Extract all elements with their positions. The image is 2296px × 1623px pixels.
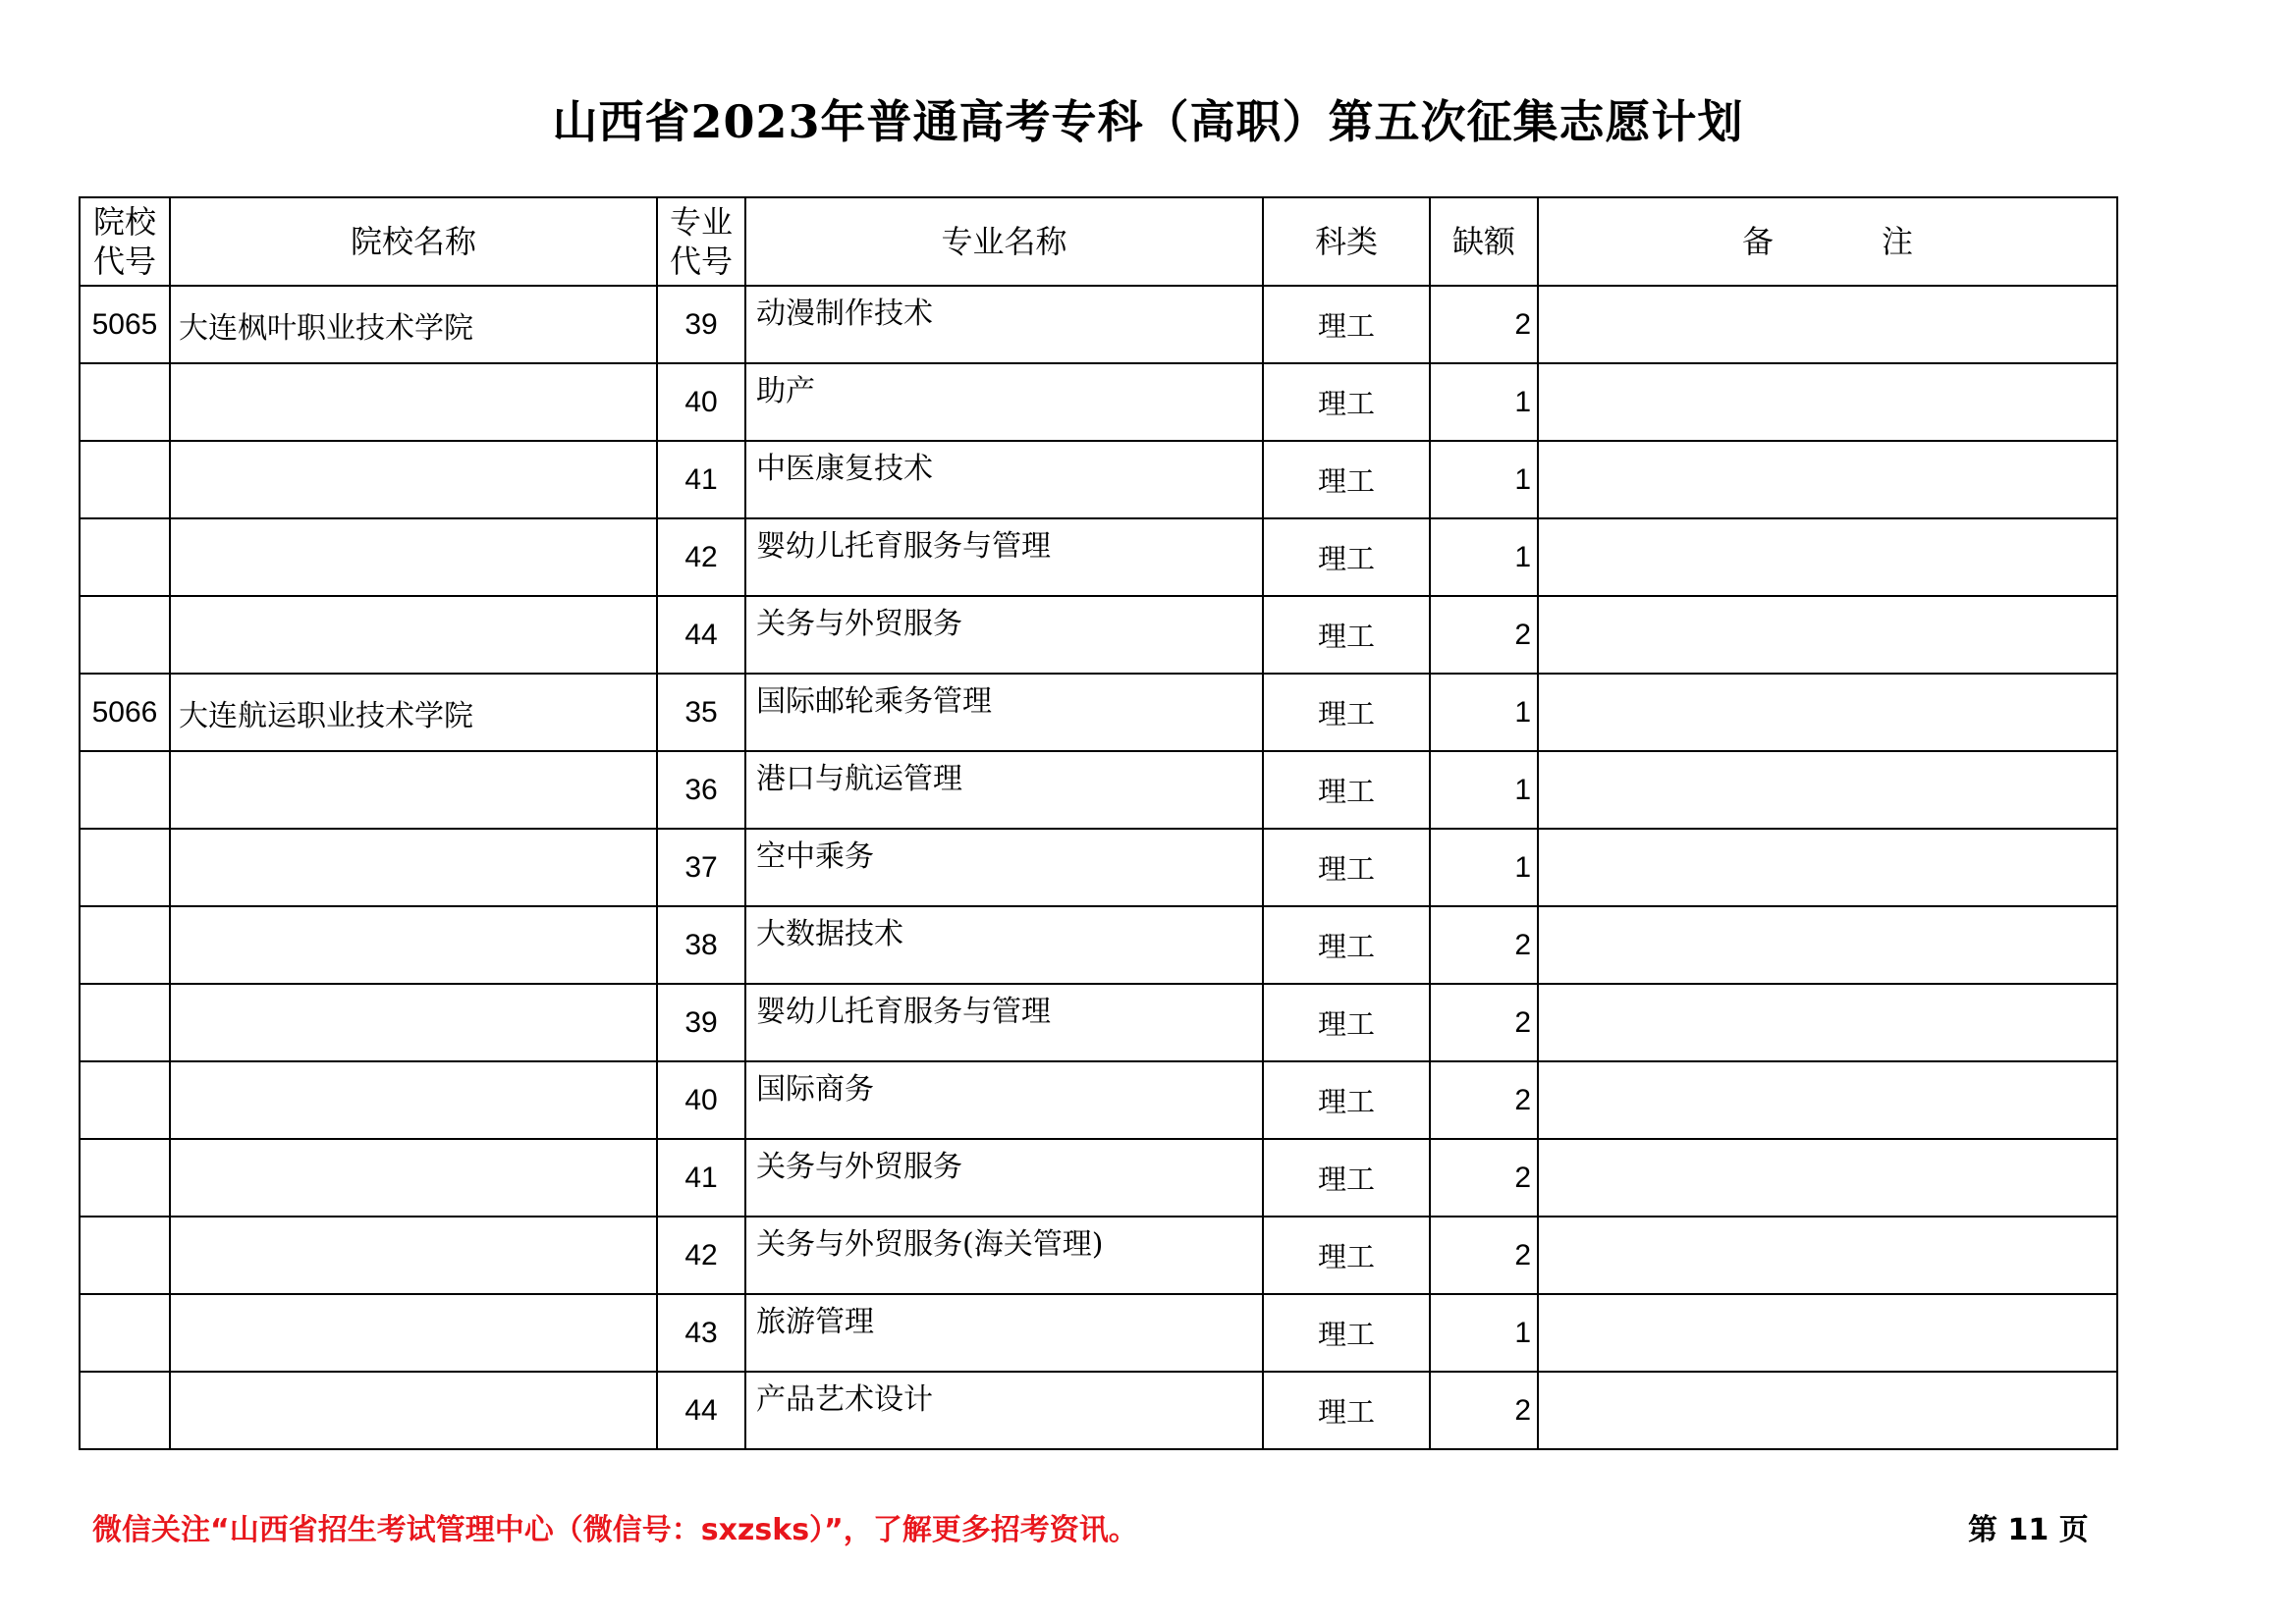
cell-remark — [1538, 751, 2117, 829]
table-row — [80, 363, 2117, 441]
cell-category: 理工 — [1263, 906, 1430, 984]
cell-major-name: 动漫制作技术 — [745, 286, 1263, 363]
cell-remark — [1538, 674, 2117, 751]
cell-school-name — [170, 441, 657, 518]
table-row — [80, 984, 2117, 1061]
cell-school-name — [170, 829, 657, 906]
cell-major-name: 婴幼儿托育服务与管理 — [745, 984, 1263, 1061]
cell-school-code — [80, 1217, 170, 1294]
cell-school-name — [170, 984, 657, 1061]
table-row — [80, 751, 2117, 829]
cell-major-name: 关务与外贸服务(海关管理) — [745, 1217, 1263, 1294]
cell-category: 理工 — [1263, 1372, 1430, 1449]
header-category: 科类 — [1263, 197, 1430, 286]
table-body — [80, 286, 2117, 1449]
table-row — [80, 1294, 2117, 1372]
table-row — [80, 441, 2117, 518]
cell-school-name — [170, 596, 657, 674]
enrollment-plan-table — [79, 196, 2118, 1450]
header-major-name: 专业名称 — [745, 197, 1263, 286]
cell-school-name — [170, 363, 657, 441]
cell-category: 理工 — [1263, 518, 1430, 596]
cell-major-code: 44 — [657, 596, 745, 674]
header-major-code-line1: 专业 — [669, 203, 733, 241]
cell-school-code: 5065 — [80, 286, 170, 363]
cell-school-name: 大连航运职业技术学院 — [170, 674, 657, 751]
cell-major-code: 39 — [657, 984, 745, 1061]
table-row — [80, 1061, 2117, 1139]
cell-school-code — [80, 1372, 170, 1449]
header-major-code-line2: 代号 — [669, 243, 733, 280]
cell-major-name: 关务与外贸服务 — [745, 596, 1263, 674]
cell-remark — [1538, 906, 2117, 984]
cell-major-code: 42 — [657, 1217, 745, 1294]
cell-category: 理工 — [1263, 363, 1430, 441]
header-remark — [1538, 197, 2117, 286]
cell-vacancy: 1 — [1430, 518, 1538, 596]
cell-remark — [1538, 596, 2117, 674]
cell-remark — [1538, 1294, 2117, 1372]
cell-category: 理工 — [1263, 674, 1430, 751]
cell-vacancy: 1 — [1430, 674, 1538, 751]
cell-school-name — [170, 1294, 657, 1372]
cell-major-code: 41 — [657, 441, 745, 518]
cell-vacancy: 2 — [1430, 984, 1538, 1061]
header-vacancy: 缺额 — [1430, 197, 1538, 286]
cell-school-code — [80, 829, 170, 906]
table-row — [80, 829, 2117, 906]
cell-remark — [1538, 984, 2117, 1061]
table-header-row — [80, 197, 2117, 286]
cell-school-code — [80, 518, 170, 596]
cell-vacancy: 2 — [1430, 596, 1538, 674]
table-row — [80, 1217, 2117, 1294]
cell-remark — [1538, 518, 2117, 596]
page-number: 第 11 页 — [1968, 1513, 2089, 1547]
cell-major-name: 旅游管理 — [745, 1294, 1263, 1372]
cell-school-name: 大连枫叶职业技术学院 — [170, 286, 657, 363]
cell-school-code — [80, 1139, 170, 1217]
cell-school-code — [80, 441, 170, 518]
cell-major-name: 中医康复技术 — [745, 441, 1263, 518]
table-row — [80, 1372, 2117, 1449]
cell-major-code: 42 — [657, 518, 745, 596]
cell-school-name — [170, 1139, 657, 1217]
header-school-name: 院校名称 — [170, 197, 657, 286]
cell-major-name: 国际商务 — [745, 1061, 1263, 1139]
cell-vacancy: 1 — [1430, 441, 1538, 518]
cell-major-code: 41 — [657, 1139, 745, 1217]
cell-category: 理工 — [1263, 984, 1430, 1061]
cell-category: 理工 — [1263, 1139, 1430, 1217]
cell-school-code: 5066 — [80, 674, 170, 751]
cell-major-name: 产品艺术设计 — [745, 1372, 1263, 1449]
cell-vacancy: 1 — [1430, 363, 1538, 441]
cell-school-name — [170, 751, 657, 829]
cell-school-name — [170, 1061, 657, 1139]
header-school-code-line2: 代号 — [92, 243, 156, 280]
cell-school-code — [80, 1061, 170, 1139]
table-row — [80, 518, 2117, 596]
cell-remark — [1538, 829, 2117, 906]
cell-major-code: 40 — [657, 1061, 745, 1139]
cell-remark — [1538, 363, 2117, 441]
cell-major-name: 国际邮轮乘务管理 — [745, 674, 1263, 751]
cell-major-name: 助产 — [745, 363, 1263, 441]
header-school-code — [80, 197, 170, 286]
cell-category: 理工 — [1263, 286, 1430, 363]
cell-remark — [1538, 1372, 2117, 1449]
cell-category: 理工 — [1263, 751, 1430, 829]
cell-school-code — [80, 1294, 170, 1372]
cell-major-name: 婴幼儿托育服务与管理 — [745, 518, 1263, 596]
cell-vacancy: 1 — [1430, 1294, 1538, 1372]
cell-category: 理工 — [1263, 596, 1430, 674]
cell-school-code — [80, 751, 170, 829]
cell-vacancy: 2 — [1430, 1061, 1538, 1139]
header-remark-label: 备注 — [1741, 223, 2021, 260]
cell-vacancy: 1 — [1430, 751, 1538, 829]
cell-vacancy: 2 — [1430, 906, 1538, 984]
cell-major-name: 空中乘务 — [745, 829, 1263, 906]
cell-major-code: 44 — [657, 1372, 745, 1449]
cell-school-name — [170, 518, 657, 596]
cell-school-code — [80, 363, 170, 441]
cell-school-code — [80, 906, 170, 984]
cell-school-code — [80, 596, 170, 674]
cell-remark — [1538, 1061, 2117, 1139]
cell-school-code — [80, 984, 170, 1061]
cell-vacancy: 2 — [1430, 1139, 1538, 1217]
cell-vacancy: 2 — [1430, 1372, 1538, 1449]
cell-category: 理工 — [1263, 1217, 1430, 1294]
cell-category: 理工 — [1263, 441, 1430, 518]
header-school-code-line1: 院校 — [92, 203, 156, 241]
table-row — [80, 286, 2117, 363]
cell-major-name: 大数据技术 — [745, 906, 1263, 984]
cell-remark — [1538, 286, 2117, 363]
cell-vacancy: 2 — [1430, 286, 1538, 363]
cell-major-code: 35 — [657, 674, 745, 751]
cell-major-code: 43 — [657, 1294, 745, 1372]
cell-major-code: 40 — [657, 363, 745, 441]
cell-category: 理工 — [1263, 1061, 1430, 1139]
cell-school-name — [170, 906, 657, 984]
table-row — [80, 1139, 2117, 1217]
cell-remark — [1538, 1217, 2117, 1294]
cell-category: 理工 — [1263, 829, 1430, 906]
cell-major-code: 39 — [657, 286, 745, 363]
cell-major-name: 关务与外贸服务 — [745, 1139, 1263, 1217]
cell-category: 理工 — [1263, 1294, 1430, 1372]
cell-school-name — [170, 1217, 657, 1294]
cell-school-name — [170, 1372, 657, 1449]
cell-vacancy: 2 — [1430, 1217, 1538, 1294]
page-title: 山西省2023年普通高考专科（高职）第五次征集志愿计划 — [552, 95, 1744, 148]
cell-remark — [1538, 1139, 2117, 1217]
cell-major-code: 37 — [657, 829, 745, 906]
table-row — [80, 596, 2117, 674]
cell-major-code: 36 — [657, 751, 745, 829]
cell-vacancy: 1 — [1430, 829, 1538, 906]
cell-major-code: 38 — [657, 906, 745, 984]
wechat-notice: 微信关注“山西省招生考试管理中心（微信号：sxzsks）”，了解更多招考资讯。 — [92, 1513, 1138, 1547]
cell-major-name: 港口与航运管理 — [745, 751, 1263, 829]
table-row — [80, 674, 2117, 751]
header-major-code — [657, 197, 745, 286]
table-row — [80, 906, 2117, 984]
cell-remark — [1538, 441, 2117, 518]
